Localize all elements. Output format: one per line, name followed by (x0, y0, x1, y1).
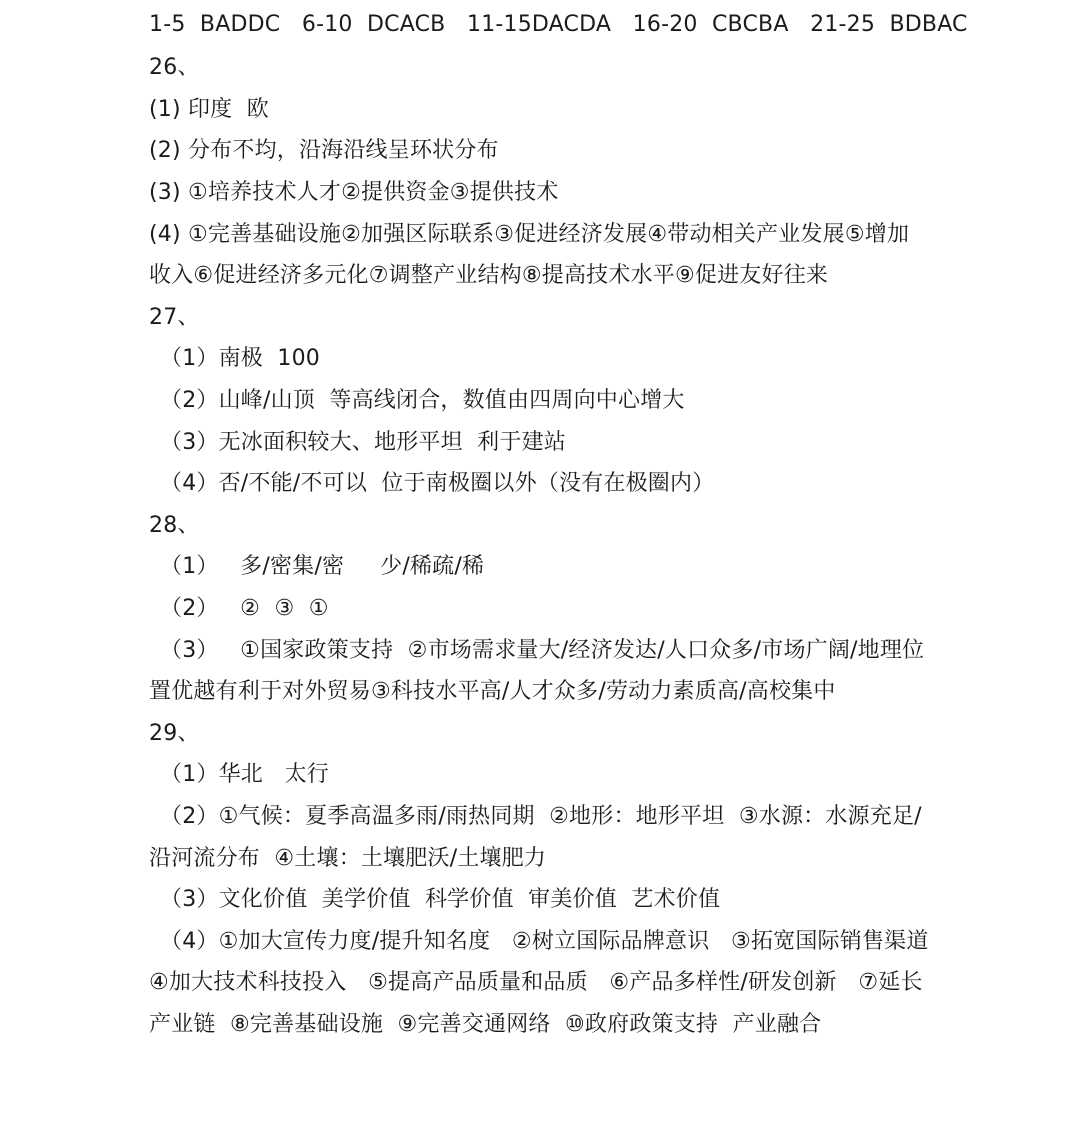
q27-part-1: （1）南极 100 (160, 346, 320, 371)
q29-part-4-continued-2: 产业链 ⑧完善基础设施 ⑨完善交通网络 ⑩政府政策支持 产业融合 (149, 1012, 822, 1037)
q28-part-3-continued: 置优越有利于对外贸易③科技水平高/人才众多/劳动力素质高/高校集中 (149, 679, 836, 704)
q28-part-2: （2） ② ③ ① (160, 596, 329, 621)
multiple-choice-answers: 1-5 BADDC 6-10 DCACB 11-15DACDA 16-20 CBCBA 21-25 BDBAC (149, 12, 968, 37)
q27-part-3: （3）无冰面积较大、地形平坦 利于建站 (160, 430, 566, 455)
q29-part-4-continued-1: ④加大技术科技投入 ⑤提高产品质量和品质 ⑥产品多样性/研发创新 ⑦延长 (149, 970, 923, 995)
q27-part-4: （4）否/不能/不可以 位于南极圈以外（没有在极圈内） (160, 471, 715, 496)
q29-part-1: （1）华北 太行 (160, 762, 329, 787)
q28-part-3: （3） ①国家政策支持 ②市场需求量大/经济发达/人口众多/市场广阔/地理位 (160, 638, 925, 663)
question-27-number: 27、 (149, 305, 200, 330)
question-26-number: 26、 (149, 55, 200, 80)
q26-part-1: (1) 印度 欧 (149, 97, 269, 122)
q26-part-3: (3) ①培养技术人才②提供资金③提供技术 (149, 180, 559, 205)
q29-part-3: （3）文化价值 美学价值 科学价值 审美价值 艺术价值 (160, 887, 721, 912)
q26-part-4: (4) ①完善基础设施②加强区际联系③促进经济发展④带动相关产业发展⑤增加 (149, 222, 910, 247)
q27-part-2: （2）山峰/山顶 等高线闭合，数值由四周向中心增大 (160, 388, 685, 413)
q29-part-4: （4）①加大宣传力度/提升知名度 ②树立国际品牌意识 ③拓宽国际销售渠道 (160, 929, 929, 954)
q29-part-2: （2）①气候：夏季高温多雨/雨热同期 ②地形：地形平坦 ③水源：水源充足/ (160, 804, 922, 829)
q29-part-2-continued: 沿河流分布 ④土壤：土壤肥沃/土壤肥力 (149, 846, 547, 871)
question-28-number: 28、 (149, 513, 200, 538)
q28-part-1: （1） 多/密集/密 少/稀疏/稀 (160, 554, 485, 579)
q26-part-2: (2) 分布不均，沿海沿线呈环状分布 (149, 138, 499, 163)
q26-part-4-continued: 收入⑥促进经济多元化⑦调整产业结构⑧提高技术水平⑨促进友好往来 (149, 263, 829, 288)
question-29-number: 29、 (149, 721, 200, 746)
